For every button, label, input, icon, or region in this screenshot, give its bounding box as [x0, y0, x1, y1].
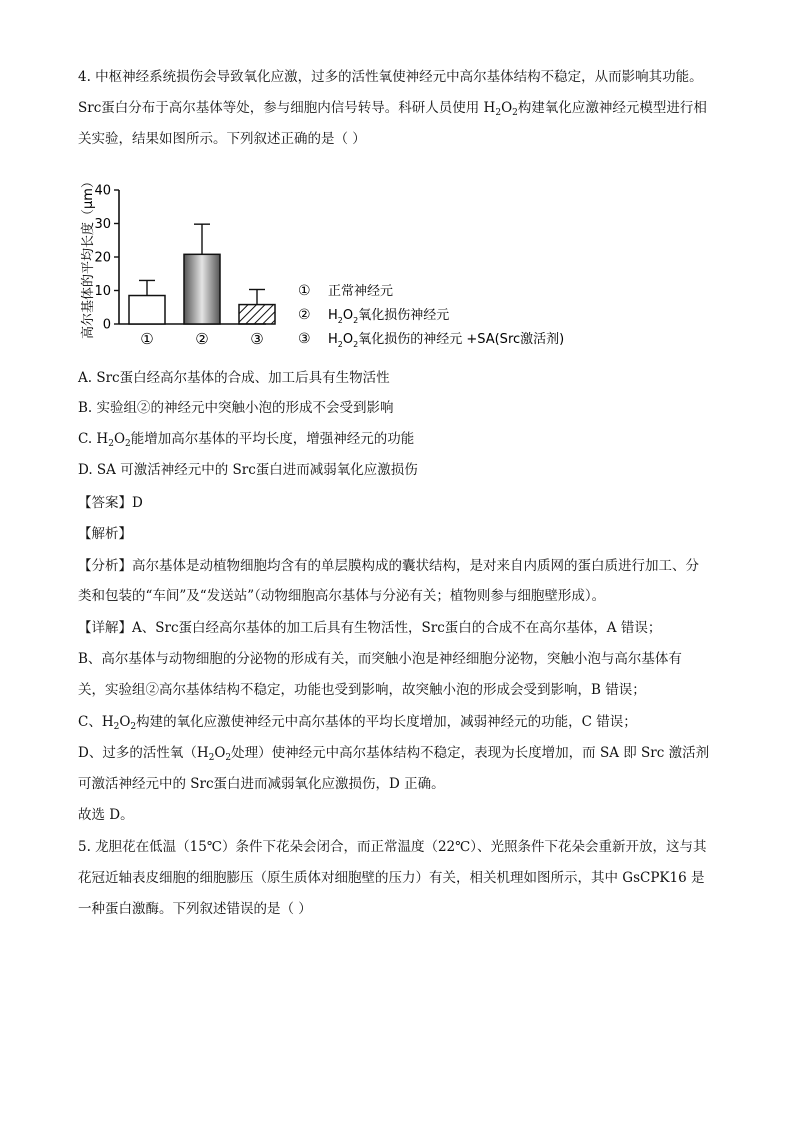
conclusion: 故选 D。: [78, 807, 134, 823]
analysis-fenxi-2: 类和包装的“车间”及“发送站”（动物细胞高尔基体与分泌有关；植物则参与细胞壁形成）。: [78, 588, 606, 604]
option-d: D. SA 可激活神经元中的 Src蛋白进而减弱氧化应激损伤: [78, 462, 418, 478]
bars: [129, 224, 275, 348]
answer: 【答案】D: [78, 495, 143, 511]
analysis-title: 【解析】: [78, 526, 132, 542]
legend-marker: ③: [298, 331, 311, 347]
y-tick-label: 20: [94, 250, 111, 266]
x-tick-label: ①: [140, 330, 154, 348]
legend-entry: 正常神经元: [328, 284, 394, 299]
analysis-d-1: D、过多的活性氧（$H_2O_2$处理）使神经元中高尔基体结构不稳定，表现为长度增加，而 SA 即 Src 激活剂: [78, 745, 710, 763]
x-tick-label: ③: [250, 330, 264, 348]
golgi-length-chart: [76, 162, 596, 362]
analysis-xiangjie-a: 【详解】A、Src蛋白经高尔基体的加工后具有生物活性，Src蛋白的合成不在高尔基体，A 错误；: [78, 620, 662, 636]
y-tick-label: 40: [94, 183, 111, 199]
analysis-b-1: B、高尔基体与动物细胞的分泌物的形成有关，而突触小泡是神经细胞分泌物，突触小泡与高尔基体有: [78, 651, 682, 667]
x-tick-label: ②: [195, 330, 209, 348]
bar: [129, 296, 165, 324]
legend-marker: ①: [298, 283, 311, 299]
q4-stem-line-3: 关实验，结果如图所示。下列叙述正确的是（ ）: [78, 131, 366, 147]
q5-stem-line-3: 一种蛋白激酶。下列叙述错误的是（ ）: [78, 901, 312, 917]
option-a: A. Src蛋白经高尔基体的合成、加工后具有生物活性: [78, 370, 390, 386]
q4-stem-line-1: 4. 中枢神经系统损伤会导致氧化应激，过多的活性氧使神经元中高尔基体结构不稳定，从而影响其功能。: [78, 69, 703, 85]
analysis-fenxi-1: 【分析】高尔基体是动植物细胞均含有的单层膜构成的囊状结构，是对来自内质网的蛋白质进行加工、分: [78, 558, 699, 574]
legend-entry: $H_2O_2$氧化损伤的神经元 +SA(Src激活剂): [328, 332, 565, 349]
y-tick-label: 0: [102, 317, 111, 333]
analysis-b-2: 关，实验组②高尔基体结构不稳定，功能也受到影响，故突触小泡的形成会受到影响，B 错误；: [78, 682, 646, 698]
y-tick-label: 30: [94, 217, 111, 232]
legend: [298, 283, 564, 349]
option-b: B. 实验组②的神经元中突触小泡的形成不会受到影响: [78, 400, 394, 416]
q5-stem-line-1: 5. 龙胆花在低温（15℃）条件下花朵会闭合，而正常温度（22℃）、光照条件下花朵会重新开放，这与其: [78, 839, 707, 855]
y-tick-label: 10: [94, 284, 111, 299]
option-c: C. $H_2O_2$能增加高尔基体的平均长度，增强神经元的功能: [78, 431, 415, 449]
bar: [239, 305, 275, 324]
y-axis-label: 高尔基体的平均长度（μm）: [81, 175, 96, 339]
q4-stem-line-2: Src蛋白分布于高尔基体等处，参与细胞内信号转导。科研人员使用 $H_2O_2$构建氧化应激神经元模型进行相: [78, 100, 707, 118]
legend-marker: ②: [298, 307, 311, 323]
analysis-d-2: 可激活神经元中的 Src蛋白进而减弱氧化应激损伤，D 正确。: [78, 776, 445, 792]
legend-entry: $H_2O_2$氧化损伤神经元: [328, 308, 450, 325]
q5-stem-line-2: 花冠近轴表皮细胞的细胞膨压（原生质体对细胞壁的压力）有关，相关机理如图所示，其中 GsCPK16 是: [78, 870, 705, 886]
bar: [184, 254, 220, 324]
analysis-c: C、$H_2O_2$构建的氧化应激使神经元中高尔基体的平均长度增加，减弱神经元的功能，C 错误；: [78, 714, 637, 732]
